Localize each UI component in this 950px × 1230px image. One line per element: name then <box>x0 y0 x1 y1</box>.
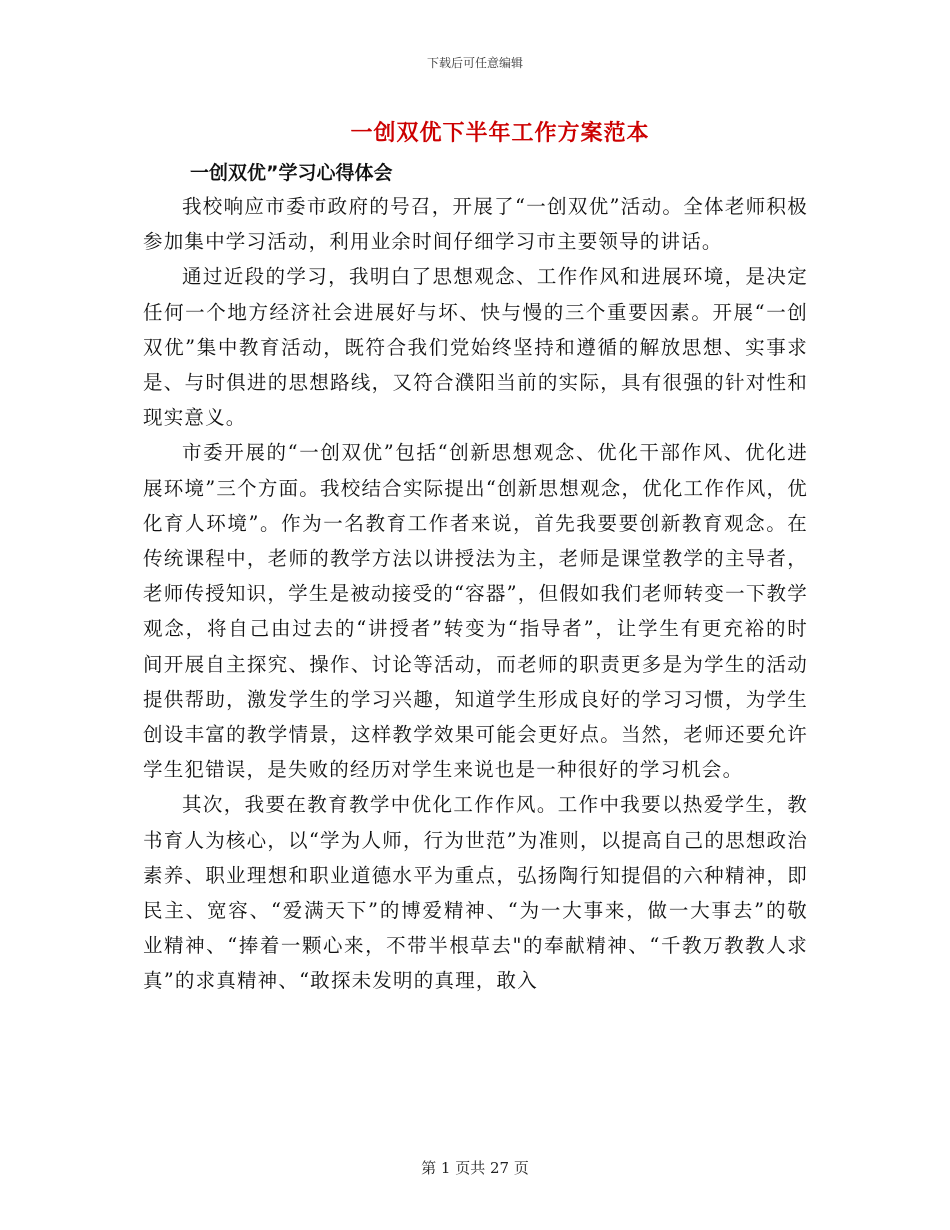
document-body <box>143 189 808 999</box>
page-number: 第 1 页共 27 页 <box>421 1159 529 1177</box>
paragraph-3: 市委开展的“一创双优”包括“创新思想观念、优化干部作风、优化进展环境”三个方面。我校结合实际提出“创新思想观念，优化工作作风，优化育人环境”。作为一名教育工作者来说，首先我要要创新教育观念。在传统课程中，老师的教学方法以讲授法为主，老师是课堂教学的主导者，老师传授知识，学生是被动接受的“容器”，但假如我们老师转变一下教学观念，将自己由过去的“讲授者”转变为“指导者”，让学生有更充裕的时间开展自主探究、操作、讨论等活动，而老师的职责更多是为学生的活动提供帮助，激发学生的学习兴趣，知道学生形成良好的学习习惯，为学生创设丰富的教学情景，这样教学效果可能会更好点。当然，老师还要允许学生犯错误，是失败的经历对学生来说也是一种很好的学习机会。 <box>143 441 808 782</box>
page-header-note: 下载后可任意编辑 <box>426 56 523 70</box>
paragraph-2: 通过近段的学习，我明白了思想观念、工作作风和进展环境，是决定任何一个地方经济社会进展好与坏、快与慢的三个重要因素。开展“一创双优”集中教育活动，既符合我们党始终坚持和遵循的解放思想、实事求是、与时俱进的思想路线，又符合濮阳当前的实际，具有很强的针对性和现实意义。 <box>143 265 808 430</box>
paragraph-1: 我校响应市委市政府的号召，开展了“一创双优”活动。全体老师积极参加集中学习活动，利用业余时间仔细学习市主要领导的讲话。 <box>143 195 808 254</box>
paragraph-4: 其次，我要在教育教学中优化工作作风。工作中我要以热爱学生，教书育人为核心，以“学为人师，行为世范”为准则，以提高自己的思想政治素养、职业理想和职业道德水平为重点，弘扬陶行知提倡的六种精神，即民主、宽容、“爱满天下”的博爱精神、“为一大事来，做一大事去”的敬业精神、“捧着一颗心来，不带半根草去"的奉献精神、“千教万教教人求真”的求真精神、“敢探未发明的真理，敢入 <box>143 793 808 993</box>
document-title: 一创双优下半年工作方案范本 <box>350 121 650 146</box>
document-subtitle: 一创双优”学习心得体会 <box>190 162 393 184</box>
